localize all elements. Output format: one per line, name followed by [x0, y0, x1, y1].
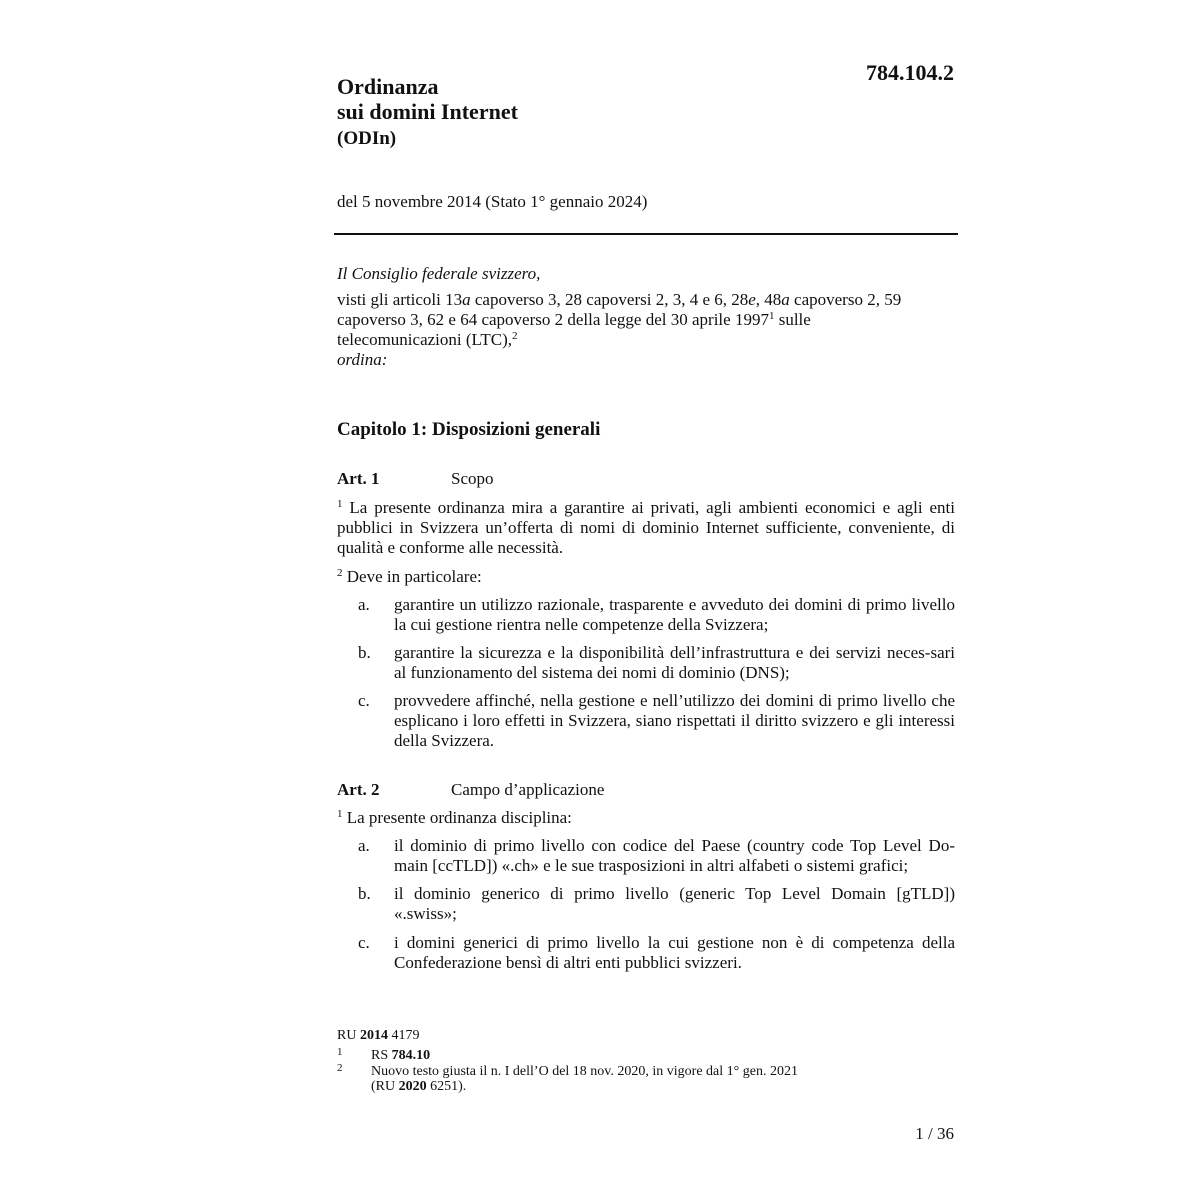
- preamble-authority: Il Consiglio federale svizzero,: [337, 264, 541, 283]
- basis-text: e: [748, 290, 756, 309]
- fn-reference[interactable]: 784.10: [391, 1048, 431, 1063]
- basis-text: telecomunicazioni (LTC),: [337, 330, 512, 349]
- fn-year: 2020: [398, 1079, 427, 1094]
- footnote-number: 2: [337, 1062, 343, 1074]
- footnote-text: [371, 1048, 911, 1063]
- list-item-text: garantire la sicurezza e la disponibilità dell’infrastruttura e dei servizi neces-sari al funzionamento del sistema dei nomi di dominio (DNS);: [394, 643, 955, 682]
- basis-text: a: [462, 290, 471, 309]
- ru-page: 4179: [387, 1028, 420, 1043]
- basis-text: capoverso 2, 59: [789, 290, 902, 309]
- preamble-legal-basis: [337, 290, 957, 350]
- article-1-paragraph-1: [337, 498, 955, 558]
- basis-text: capoverso 3, 28 capoversi 2, 3, 4 e 6, 28: [470, 290, 749, 309]
- official-compilation-reference: [337, 1028, 419, 1044]
- fn-prefix: RS: [371, 1048, 392, 1063]
- paragraph-text: La presente ordinanza mira a garantire ai privati, agli ambienti economici e agli enti pubblici in Svizzera un’offerta di nomi di dominio Internet sufficiente, conveniente, di qualità e conforme alle necessità.: [337, 498, 955, 557]
- article-1-paragraph-2: [337, 567, 955, 587]
- fn-line: 6251).: [426, 1079, 467, 1094]
- ru-year: 2014: [359, 1028, 388, 1043]
- paragraph-number: 1: [337, 498, 343, 510]
- article-number: Art. 1: [337, 469, 380, 488]
- footnote-text: [371, 1064, 911, 1094]
- footnote-number: 1: [337, 1046, 343, 1058]
- list-item-label: b.: [358, 884, 371, 903]
- list-item-label: c.: [358, 933, 370, 952]
- footnote-ref-1[interactable]: 1: [768, 310, 775, 322]
- basis-text: capoverso 3, 62 e 64 capoverso 2 della legge del 30 aprile 1997: [337, 310, 769, 329]
- list-item-text: il dominio di primo livello con codice del Paese (country code Top Level Do-main [ccTLD]) «.ch» e le sue trasposizioni in altri alfabeti o sistemi grafici;: [394, 836, 955, 875]
- preamble: [337, 264, 957, 370]
- paragraph-text: Deve in particolare:: [342, 567, 482, 586]
- article-1-heading: [337, 469, 957, 489]
- list-item-text: il dominio generico di primo livello (generic Top Level Domain [gTLD]) «.swiss»;: [394, 884, 955, 923]
- document-abbreviation: (ODIn): [337, 128, 397, 149]
- paragraph-text: La presente ordinanza disciplina:: [342, 808, 572, 827]
- list-item-label: b.: [358, 643, 371, 662]
- basis-text: a: [781, 290, 790, 309]
- ru-prefix: RU: [337, 1028, 360, 1043]
- footnote-ref-2[interactable]: 2: [511, 330, 518, 342]
- document-title: [337, 74, 518, 124]
- chapter-heading: Capitolo 1: Disposizioni generali: [337, 419, 601, 440]
- basis-text: visti gli articoli 13: [337, 290, 463, 309]
- paragraph-number: 1: [337, 808, 343, 820]
- list-item-text: provvedere affinché, nella gestione e nell’utilizzo dei domini di primo livello che esplicano i loro effetti in Svizzera, siano rispettati il diritto svizzero e gli interessi della Svizzera.: [394, 691, 955, 750]
- article-2-paragraph-1: [337, 808, 955, 828]
- basis-text: , 48: [755, 290, 782, 309]
- header-divider: [334, 233, 958, 235]
- page-number: 1 / 36: [915, 1124, 954, 1143]
- list-item-text: garantire un utilizzo razionale, trasparente e avveduto dei domini di primo livello la cui gestione rientra nelle competenze della Svizzera;: [394, 595, 955, 634]
- preamble-decree: ordina:: [337, 350, 388, 369]
- list-item-text: i domini generici di primo livello la cui gestione non è di competenza della Confederazione bensì di altri enti pubblici svizzeri.: [394, 933, 955, 972]
- list-item-label: a.: [358, 595, 370, 614]
- article-number: Art. 2: [337, 780, 380, 799]
- list-item-label: c.: [358, 691, 370, 710]
- article-title: Campo d’applicazione: [451, 780, 605, 799]
- basis-text: sulle: [774, 310, 811, 329]
- title-line-2: sui domini Internet: [337, 99, 518, 124]
- document-date: del 5 novembre 2014 (Stato 1° gennaio 2024): [337, 192, 648, 211]
- sr-number: 784.104.2: [866, 60, 954, 85]
- list-item-label: a.: [358, 836, 370, 855]
- fn-line: (RU: [371, 1079, 399, 1094]
- title-line-1: Ordinanza: [337, 74, 439, 99]
- paragraph-number: 2: [337, 567, 343, 579]
- fn-line: Nuovo testo giusta il n. I dell’O del 18 nov. 2020, in vigore dal 1° gen. 2021: [371, 1064, 798, 1079]
- article-title: Scopo: [451, 469, 494, 488]
- article-2-heading: [337, 780, 957, 800]
